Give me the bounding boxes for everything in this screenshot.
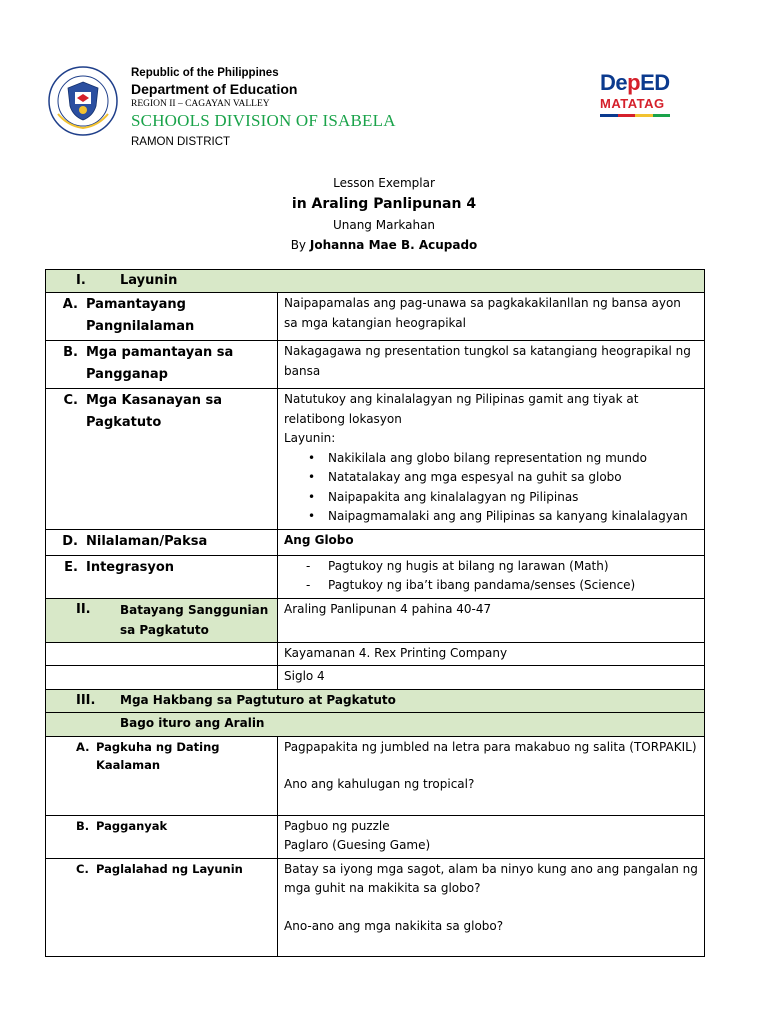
- reference-2: Kayamanan 4. Rex Printing Company: [278, 642, 705, 666]
- doc-subject: in Araling Panlipunan 4: [291, 196, 477, 212]
- table-row: [46, 293, 705, 341]
- deped-matatag-logo: [600, 70, 680, 132]
- row-c-sub-label: Layunin:: [284, 431, 336, 445]
- section-ii-row: [46, 598, 705, 642]
- row-b-label: Mga pamantayan sa Pangganap: [86, 345, 234, 382]
- table-row: [46, 555, 705, 598]
- division-label: SCHOOLS DIVISION OF ISABELA: [131, 111, 396, 130]
- step-c-label: Paglalahad ng Layunin: [96, 861, 243, 876]
- list-item: - Pagtukoy ng iba’t ibang pandama/senses (Science): [306, 576, 698, 596]
- row-c-key: C.: [63, 393, 78, 408]
- step-b-line-2: Paglaro (Guesing Game): [284, 838, 431, 852]
- reference-1: Araling Panlipunan 4 pahina 40-47: [278, 598, 705, 642]
- section-ii-key: II.: [76, 601, 91, 617]
- section-i-label: Layunin: [120, 273, 178, 288]
- table-row: [46, 642, 705, 666]
- by-prefix: By: [290, 238, 307, 252]
- logo-color-bar: [600, 114, 670, 117]
- lesson-plan-table: [45, 269, 705, 957]
- step-a-line-1: Pagpapakita ng jumbled na letra para makabuo ng salita (TORPAKIL): [284, 739, 697, 754]
- doc-quarter: Unang Markahan: [332, 218, 436, 232]
- row-c-label: Mga Kasanayan sa Pagkatuto: [86, 393, 223, 430]
- list-item: • Naipapakita ang kinalalagyan ng Pilipinas: [308, 488, 698, 508]
- deped-logo-text: DepED: [600, 70, 670, 95]
- step-c-content: [278, 858, 705, 957]
- step-a-content: [278, 736, 705, 815]
- table-row: [46, 529, 705, 555]
- step-c-line-2: Ano-ano ang mga nakikita sa globo?: [284, 918, 504, 933]
- step-a-key: A.: [76, 739, 90, 754]
- list-item: • Natatalakay ang mga espesyal na guhit sa globo: [308, 468, 698, 488]
- row-a-label: Pamantayang Pangnilalaman: [86, 297, 195, 334]
- reference-3: Siglo 4: [278, 666, 705, 690]
- row-d-content: Ang Globo: [278, 529, 705, 555]
- table-row: [46, 389, 705, 530]
- table-row: [46, 666, 705, 690]
- table-row: [46, 858, 705, 957]
- row-b-content: Nakagagawa ng presentation tungkol sa katangiang heograpikal ng bansa: [278, 341, 705, 389]
- section-ii-label: Batayang Sanggunian sa Pagkatuto: [120, 602, 269, 637]
- row-c-content: Natutukoy ang kinalalagyan ng Pilipinas gamit ang tiyak at relatibong lokasyon: [284, 392, 639, 426]
- republic-label: Republic of the Philippines: [131, 67, 279, 79]
- list-item: • Nakikilala ang globo bilang representation ng mundo: [308, 449, 698, 469]
- table-row: [46, 341, 705, 389]
- section-i-key: I.: [76, 273, 86, 288]
- step-b-label: Pagganyak: [96, 818, 168, 833]
- step-b-key: B.: [76, 818, 90, 833]
- document-titles: [0, 174, 768, 255]
- section-iii-sub-row: [46, 713, 705, 737]
- row-d-key: D.: [62, 533, 78, 549]
- section-iii-row: [46, 689, 705, 713]
- step-b-content: [278, 815, 705, 858]
- district-label: RAMON DISTRICT: [131, 136, 231, 148]
- deped-seal-icon: [48, 66, 118, 136]
- department-label: Department of Education: [131, 81, 298, 97]
- section-iii-sub-label: Bago ituro ang Aralin: [120, 716, 265, 730]
- region-label: REGION II – CAGAYAN VALLEY: [131, 99, 270, 109]
- row-b-key: B.: [63, 345, 78, 360]
- row-e-content-cell: [278, 555, 705, 598]
- step-c-line-1: Batay sa iyong mga sagot, alam ba ninyo kung ano ang pangalan ng mga guhit na makikita sa globo?: [284, 861, 698, 895]
- row-d-label: Nilalaman/Paksa: [86, 533, 208, 549]
- letterhead: [131, 66, 396, 150]
- row-a-key: A.: [62, 297, 78, 312]
- list-item: - Pagtukoy ng hugis at bilang ng larawan (Math): [306, 557, 698, 577]
- doc-author-line: [0, 235, 768, 255]
- step-a-label: Pagkuha ng Dating Kaalaman: [96, 739, 220, 772]
- author-name: Johanna Mae B. Acupado: [309, 238, 478, 252]
- step-a-line-2: Ano ang kahulugan ng tropical?: [284, 777, 475, 791]
- row-a-content: Naipapamalas ang pag-unawa sa pagkakakilanllan ng bansa ayon sa mga katangian heograpikal: [278, 293, 705, 341]
- section-iii-key: III.: [76, 692, 96, 708]
- doc-type: Lesson Exemplar: [333, 176, 435, 190]
- table-row: [46, 736, 705, 815]
- row-c-content-cell: [278, 389, 705, 530]
- row-e-key: E.: [64, 559, 78, 575]
- row-e-label: Integrasyon: [86, 559, 175, 575]
- step-b-line-1: Pagbuo ng puzzle: [284, 818, 390, 833]
- objectives-list: [308, 449, 698, 527]
- matatag-logo-text: MATATAG: [600, 96, 665, 111]
- list-item: • Naipagmamalaki ang ang Pilipinas sa kanyang kinalalagyan: [308, 507, 698, 527]
- section-i-row: [46, 270, 705, 293]
- table-row: [46, 815, 705, 858]
- integration-list: [306, 557, 698, 596]
- section-iii-label: Mga Hakbang sa Pagtuturo at Pagkatuto: [120, 692, 396, 707]
- step-c-key: C.: [76, 861, 89, 876]
